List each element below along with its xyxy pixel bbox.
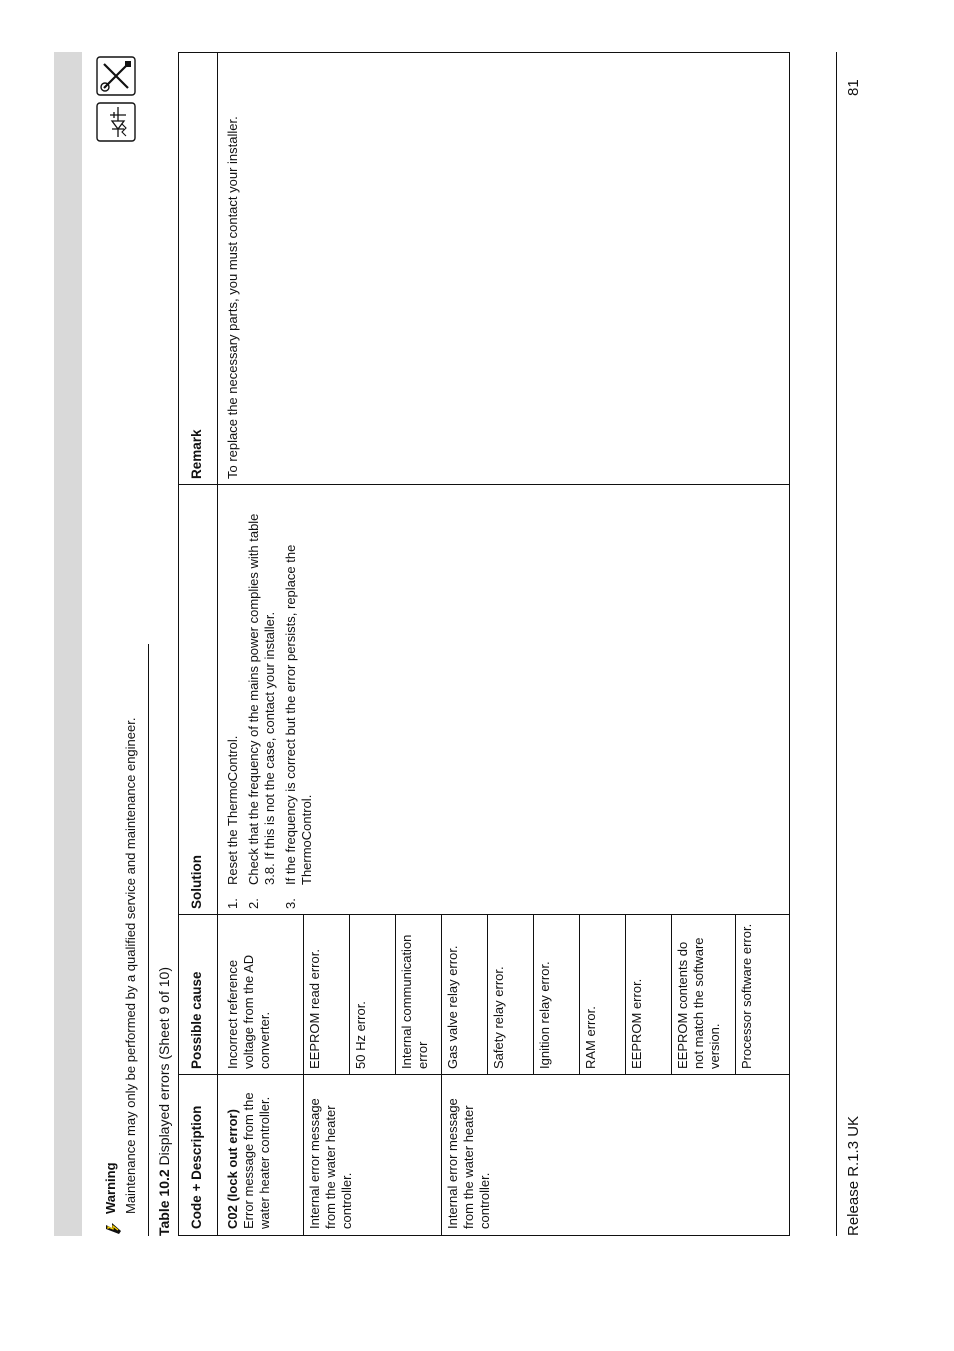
header-solution: Solution xyxy=(189,855,204,909)
release-label: Release R.1.3 UK xyxy=(845,1115,862,1236)
code-title: C02 (lock out error) xyxy=(225,1109,240,1229)
code-description: Internal error message from the water heater controller. xyxy=(445,1098,492,1229)
electrical-circuit-icon xyxy=(96,102,136,142)
table-caption-label: Table 10.2 xyxy=(156,1169,172,1236)
table-caption-text: Displayed errors (Sheet 9 of 10) xyxy=(156,967,172,1166)
code-description: Internal error message from the water heater controller. xyxy=(307,1098,354,1229)
solution-step: 2. Check that the frequency of the mains power complies with table 3.8. If this is not the case, contact your installer. xyxy=(246,513,277,909)
cause-cell: Ignition relay error. xyxy=(537,961,552,1069)
maintenance-tools-icon xyxy=(96,56,136,96)
rotated-page xyxy=(40,52,862,1236)
cause-cell: Gas valve relay error. xyxy=(445,945,460,1069)
solution-step: 1. Reset the ThermoControl. xyxy=(225,735,240,909)
code-cell xyxy=(307,1081,355,1229)
code-cell xyxy=(225,1081,273,1229)
lightning-warning-icon xyxy=(104,1218,122,1236)
warning-block xyxy=(102,644,149,1236)
header-remark: Remark xyxy=(189,429,204,479)
cause-cell: Incorrect reference voltage from the AD converter. xyxy=(225,954,272,1069)
code-description: Error message from the water heater controller. xyxy=(241,1092,272,1229)
cause-cell: 50 Hz error. xyxy=(353,1001,368,1069)
cause-cell: Safety relay error. xyxy=(491,966,506,1069)
page-number: 81 xyxy=(845,79,862,96)
warning-title: Warning xyxy=(103,1162,118,1214)
header-code: Code + Description xyxy=(189,1105,204,1229)
cause-cell: EEPROM contents do not match the software version. xyxy=(675,937,722,1069)
cause-cell: EEPROM read error. xyxy=(307,949,322,1069)
cause-cell: EEPROM error. xyxy=(629,978,644,1069)
solution-steps xyxy=(225,497,320,909)
remark-cell: To replace the necessary parts, you must contact your installer. xyxy=(225,116,240,479)
cause-cell: Processor software error. xyxy=(739,923,754,1069)
header-cause: Possible cause xyxy=(189,971,204,1069)
cause-cell: Internal communication error xyxy=(399,934,430,1069)
table-caption xyxy=(156,967,172,1236)
solution-step: 3. If the frequency is correct but the error persists, replace the ThermoControl. xyxy=(283,544,314,909)
warning-text: Maintenance may only be performed by a qualified service and maintenance engineer. xyxy=(123,717,138,1214)
code-cell xyxy=(445,1081,493,1229)
errors-table xyxy=(178,52,790,1236)
page-footer xyxy=(836,52,862,1236)
cause-cell: RAM error. xyxy=(583,1006,598,1069)
